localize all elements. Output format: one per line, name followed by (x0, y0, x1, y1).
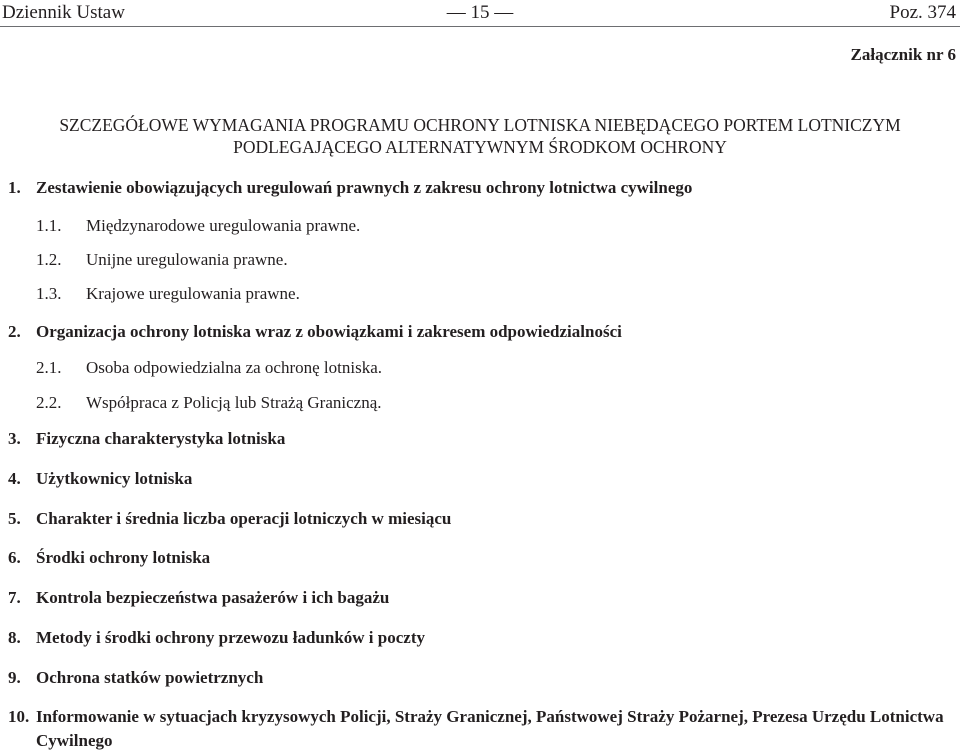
toc-item-number: 9. (8, 668, 21, 687)
annex-label: Załącznik nr 6 (850, 45, 956, 64)
toc-item-text: Współpraca z Policją lub Strażą Graniczną. (86, 393, 382, 412)
toc-item-text: Użytkownicy lotniska (36, 469, 193, 488)
toc-item-text: Fizyczna charakterystyka lotniska (36, 429, 286, 448)
toc-item-text: Unijne uregulowania prawne. (86, 250, 288, 269)
toc-item-number: 3. (8, 429, 21, 448)
position-number: Poz. 374 (889, 2, 956, 23)
toc-item-text: Środki ochrony lotniska (36, 548, 211, 567)
document-title (0, 114, 960, 158)
toc-item-text: Zestawienie obowiązujących uregulowań prawnych z zakresu ochrony lotnictwa cywilnego (36, 178, 693, 197)
title-line-2: PODLEGAJĄCEGO ALTERNATYWNYM ŚRODKOM OCHRONY (233, 137, 727, 157)
toc-item-text: Organizacja ochrony lotniska wraz z obowiązkami i zakresem odpowiedzialności (36, 322, 622, 341)
journal-name: Dziennik Ustaw (2, 2, 125, 23)
toc-item-text: Charakter i średnia liczba operacji lotniczych w miesiącu (36, 509, 452, 528)
toc-item-number: 4. (8, 469, 21, 488)
title-line-1: SZCZEGÓŁOWE WYMAGANIA PROGRAMU OCHRONY LOTNISKA NIEBĘDĄCEGO PORTEM LOTNICZYM (59, 115, 901, 135)
toc-item-number: 2.2. (36, 393, 62, 412)
toc-item-number: 1.1. (36, 216, 62, 235)
running-header (0, 0, 960, 27)
toc-item-number: 2. (8, 322, 21, 341)
toc-item-text: Informowanie w sytuacjach kryzysowych Policji, Straży Granicznej, Państwowej Straży Pożarnej, Prezesa Urzędu Lotnictwa Cywilnego (36, 707, 944, 750)
toc-item-number: 8. (8, 628, 21, 647)
toc-item-number: 1. (8, 178, 21, 197)
toc-item-number: 5. (8, 509, 21, 528)
toc-item-number: 2.1. (36, 358, 62, 377)
toc-item-text: Kontrola bezpieczeństwa pasażerów i ich bagażu (36, 588, 390, 607)
toc-item-text: Metody i środki ochrony przewozu ładunków i poczty (36, 628, 425, 647)
toc-item-text: Międzynarodowe uregulowania prawne. (86, 216, 361, 235)
toc-item-number: 1.3. (36, 284, 62, 303)
toc-item-text: Osoba odpowiedzialna za ochronę lotniska. (86, 358, 382, 377)
toc-item-number: 7. (8, 588, 21, 607)
toc-item-number: 10. (8, 707, 30, 726)
toc-item-number: 1.2. (36, 250, 62, 269)
toc-item-text: Krajowe uregulowania prawne. (86, 284, 300, 303)
toc-item-text: Ochrona statków powietrznych (36, 668, 264, 687)
page-number: — 15 — (446, 2, 514, 23)
toc-item-number: 6. (8, 548, 21, 567)
